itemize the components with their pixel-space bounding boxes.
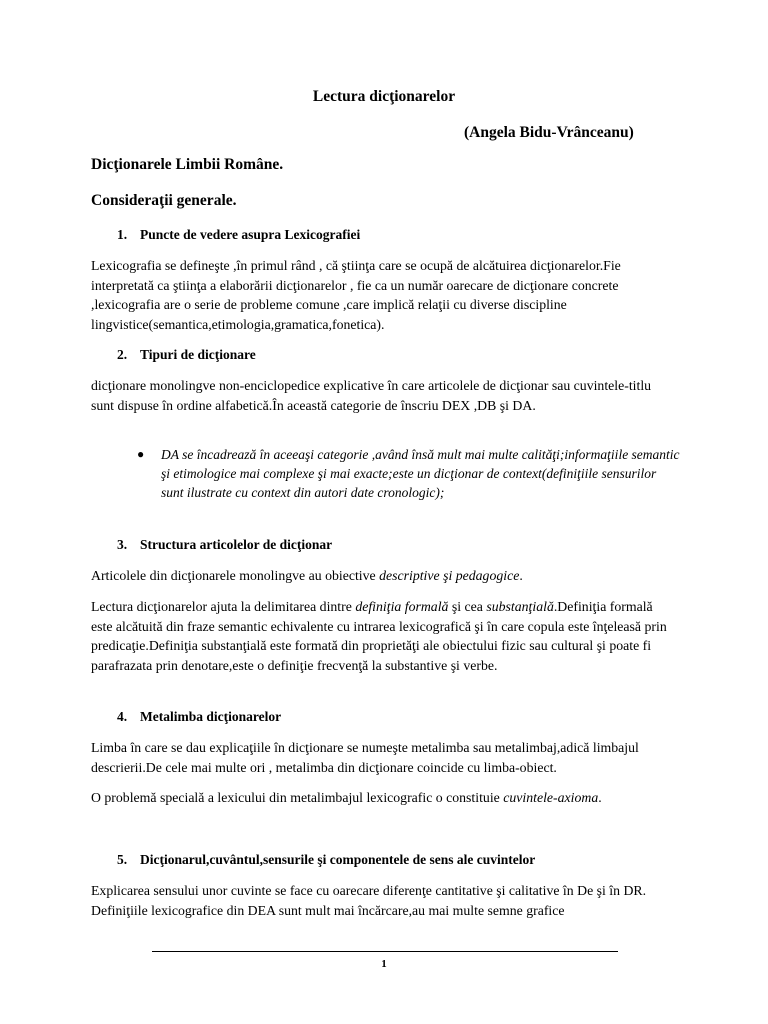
section-3-number: 3. <box>117 537 128 552</box>
section-4-paragraph-1: Limba în care se dau explicaţiile în dicţionare se numeşte metalimba sau metalimbaj,adică limbajul descrierii.De cele mai multe ori , metalimba din dicţionare coincide cu limba-obiect. <box>91 740 639 775</box>
author-name: (Angela Bidu-Vrânceanu) <box>464 124 634 141</box>
section-4-p2-end: . <box>598 790 602 805</box>
section-4-p2-italic: cuvintele-axioma <box>503 790 599 805</box>
section-3-p2-b: şi cea <box>448 599 487 614</box>
heading-dictionaries: Dicţionarele Limbii Române. <box>91 156 284 173</box>
section-3-p2-formal: definiţia formală <box>355 599 449 614</box>
section-3-paragraph-1 <box>91 566 676 586</box>
section-3-p1-text: Articolele din dicţionarele monolingve au obiective <box>91 568 380 583</box>
section-1-title <box>117 227 360 243</box>
section-1-paragraph: Lexicografia se defineşte ,în primul rând , că ştiinţa care se ocupă de alcătuirea dicţionarelor.Fie interpretată ca ştiinţa a elaborării dicţionarelor , fie ca un număr oarecare de dicţionare concrete ,lexicografia are o serie de probleme comune ,care implică relaţii cu diverse discipline lingvistice(semantica,etimologia,gramatica,fonetica). <box>91 258 621 332</box>
section-4-paragraph-2 <box>91 788 676 808</box>
section-3-p2-a: Lectura dicţionarelor ajuta la delimitarea dintre <box>91 599 356 614</box>
section-3-paragraph-2 <box>91 597 676 675</box>
section-4-p2-text: O problemă specială a lexicului din metalimbajul lexicografic o constituie <box>91 790 504 805</box>
section-1-title-text: Puncte de vedere asupra Lexicografiei <box>140 227 361 242</box>
section-3-title <box>117 537 332 553</box>
section-2-number: 2. <box>117 347 128 362</box>
section-5-title-text: Dicţionarul,cuvântul,sensurile şi componentele de sens ale cuvintelor <box>140 852 536 867</box>
section-4-number: 4. <box>117 709 128 724</box>
section-3-title-text: Structura articolelor de dicţionar <box>140 537 333 552</box>
section-4-title-text: Metalimba dicţionarelor <box>140 709 282 724</box>
heading-general-considerations: Consideraţii generale. <box>91 192 237 209</box>
section-3-p1-end: . <box>519 568 523 583</box>
section-3-p2-substantial: substanţială <box>486 599 554 614</box>
section-2-paragraph: dicţionare monolingve non-enciclopedice explicative în care articolele de dicţionar sau cuvintele-titlu sunt dispuse în ordine alfabetică.În această categorie de înscriu DEX ,DB şi DA. <box>91 378 652 413</box>
section-1-number: 1. <box>117 227 128 242</box>
section-2-title-text: Tipuri de dicţionare <box>140 347 256 362</box>
page-number: 1 <box>381 958 387 970</box>
section-3-p1-italic: descriptive şi pedagogice <box>379 568 520 583</box>
section-2-title <box>117 347 256 363</box>
section-5-number: 5. <box>117 852 128 867</box>
document-title: Lectura dicţionarelor <box>312 88 456 105</box>
footer-rule <box>152 951 618 952</box>
section-4-title <box>117 709 281 725</box>
section-3-p2-c: .Definiţia formală este alcătuită din fraze semantic echivalente cu intrarea lexicografică şi în care copula este înţeleasă prin predicaţie.Definiţia substanţială este formată din proprietăţi ale obiectului fizic sau cultural şi poate fi parafrazata prin denotare,este o definiţie frecvenţă la substantive şi verbe. <box>91 599 667 673</box>
section-2-bullet-text: DA se încadrează în aceeaşi categorie ,având însă mult mai multe calităţi;informaţiile semantic şi etimologice mai complexe şi mai exacte;este un dicţionar de context(definiţiile sensurilor sunt ilustrate cu context din autori date cronologic); <box>161 447 680 500</box>
section-5-title <box>117 852 535 868</box>
bullet-dot-icon: ● <box>137 447 145 461</box>
section-5-paragraph: Explicarea sensului unor cuvinte se face cu oarecare diferenţe cantitative şi calitative în De şi în DR. Definiţiile lexicografice din DEA sunt mult mai încărcare,au mai multe semne grafice <box>91 883 647 918</box>
section-2-bullet-item <box>137 445 680 502</box>
